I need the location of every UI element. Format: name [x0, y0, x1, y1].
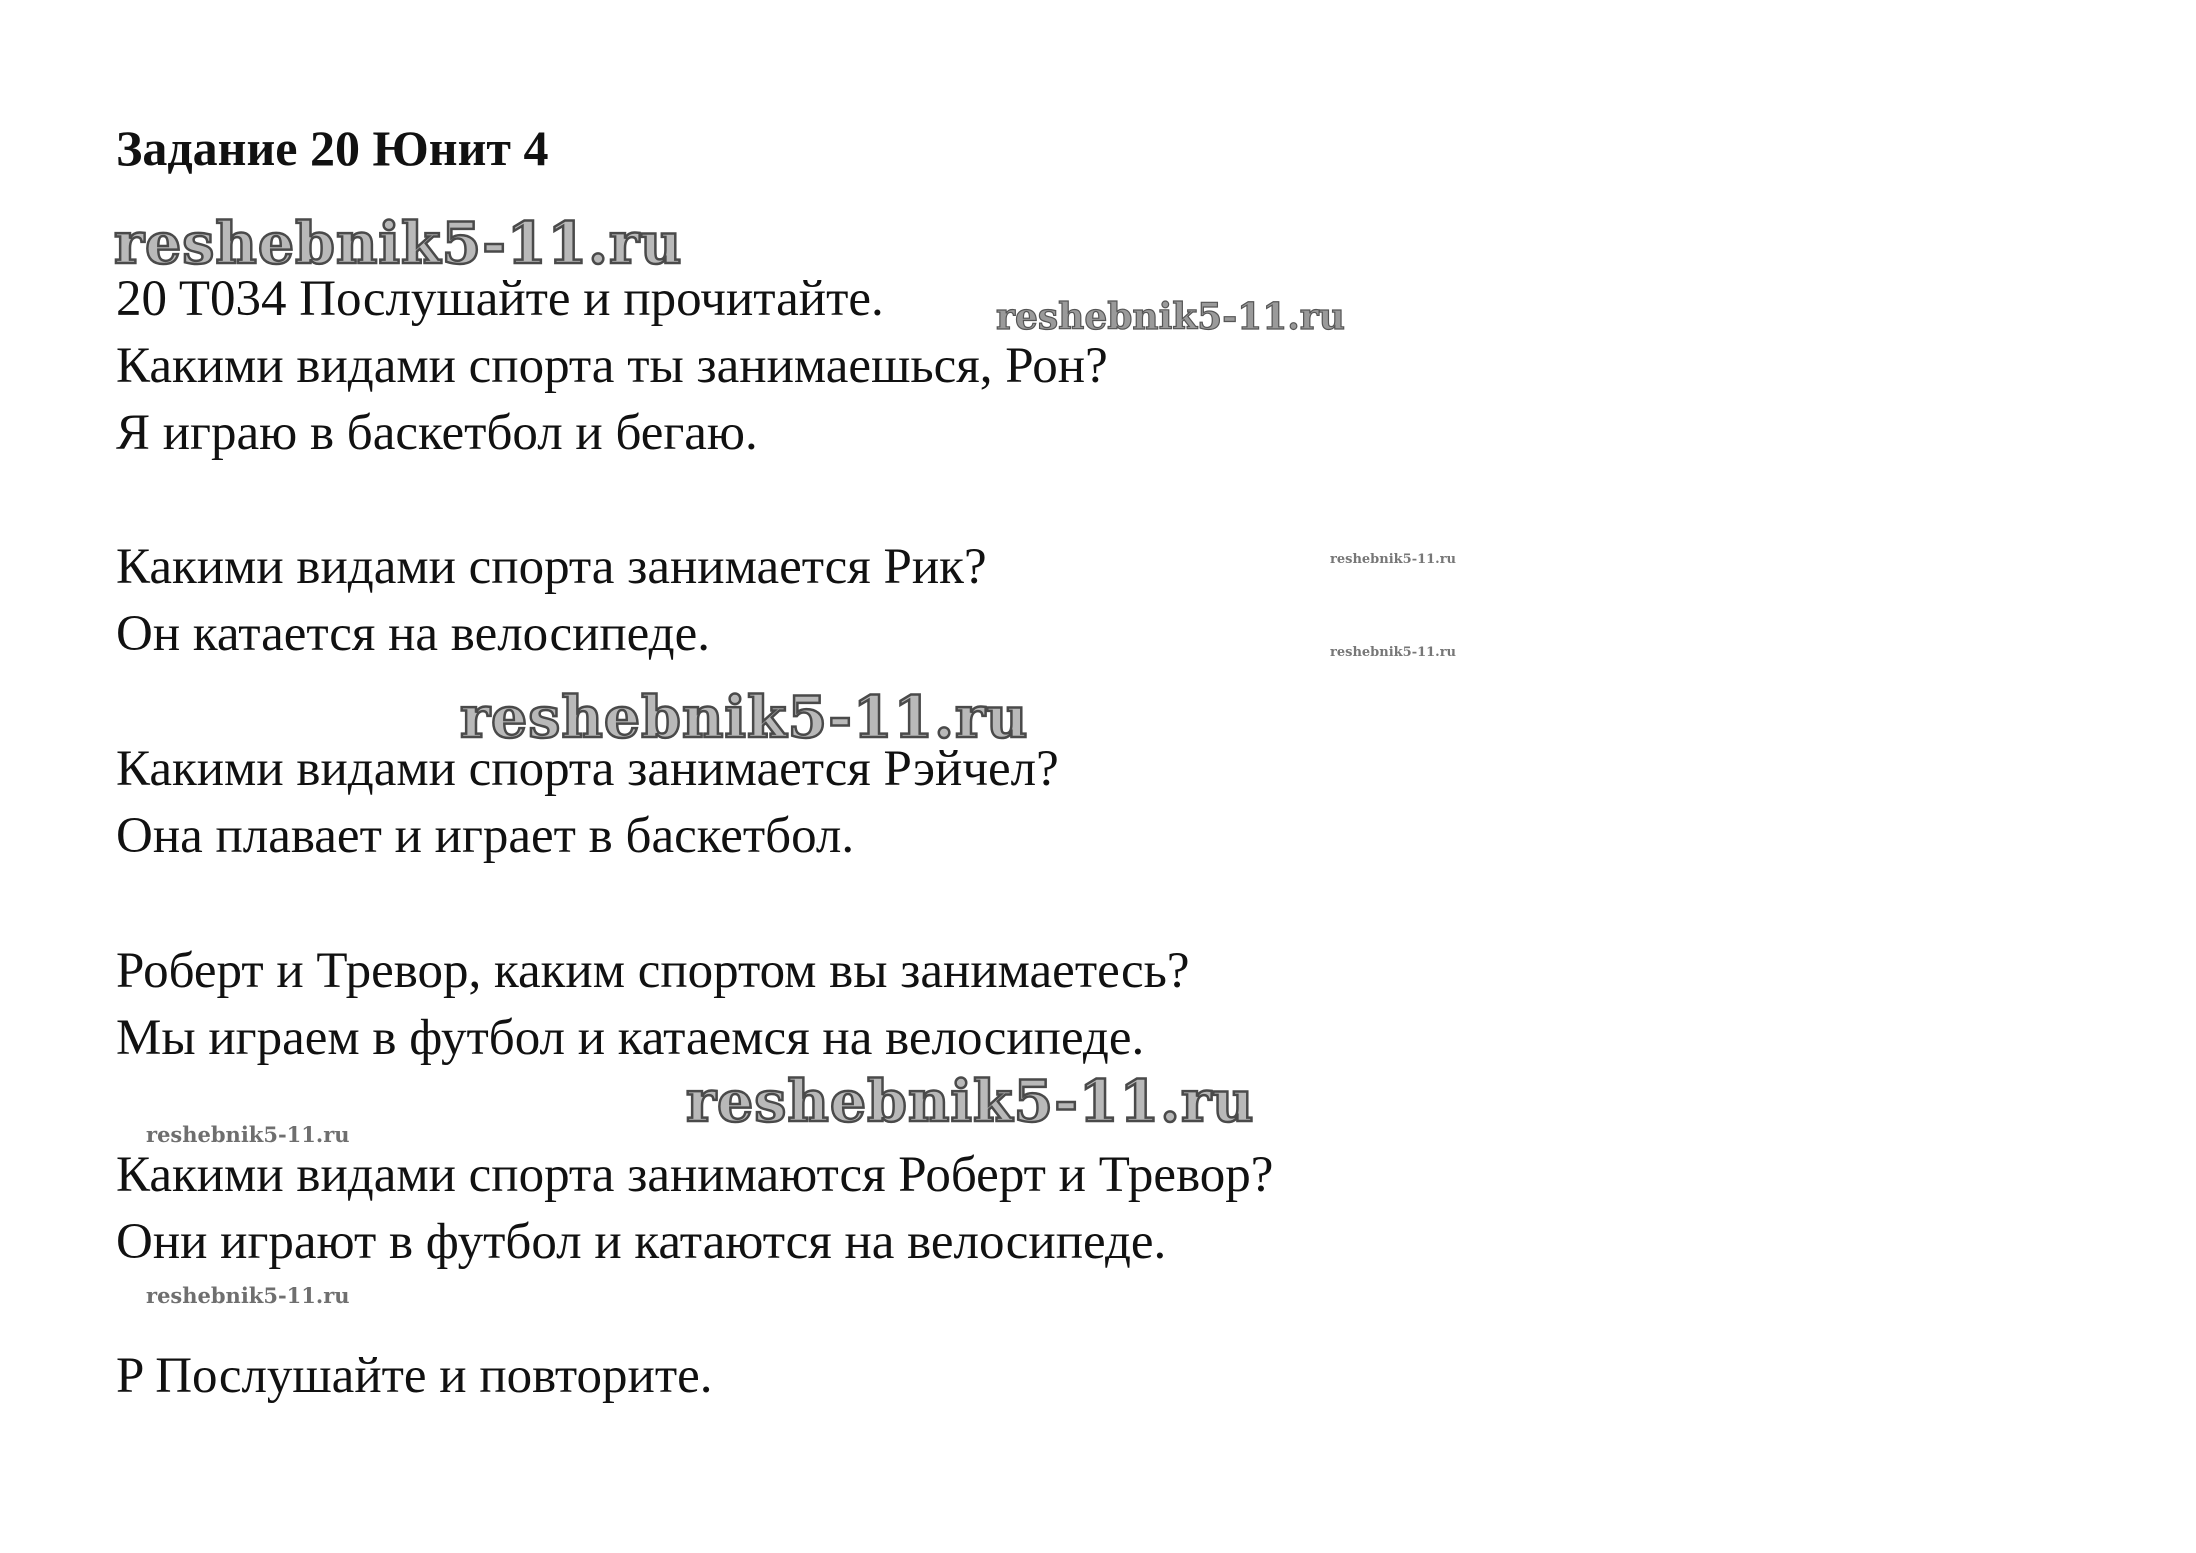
text-line: Какими видами спорта занимается Рик? [116, 539, 987, 595]
page-heading: Задание 20 Юнит 4 [116, 120, 549, 176]
text-line: Какими видами спорта занимаются Роберт и Тревор? [116, 1147, 1274, 1203]
watermark: reshebnik5-11.ru [1330, 552, 1457, 567]
text-line: Я играю в баскетбол и бегаю. [116, 405, 758, 461]
watermark: reshebnik5-11.ru [146, 1122, 350, 1147]
watermark: reshebnik5-11.ru [1330, 645, 1457, 660]
text-line: Какими видами спорта ты занимаешься, Рон? [116, 338, 1108, 394]
text-line: 20 T034 Послушайте и прочитайте. [116, 271, 884, 327]
text-line: Она плавает и играет в баскетбол. [116, 808, 855, 864]
text-line: Роберт и Тревор, каким спортом вы занимаетесь? [116, 943, 1190, 999]
watermark: reshebnik5-11.ru [146, 1283, 350, 1308]
watermark: reshebnik5-11.ru [996, 296, 1345, 338]
watermark: reshebnik5-11.ru [460, 684, 1029, 751]
text-line: Они играют в футбол и катаются на велосипеде. [116, 1214, 1167, 1270]
text-line: Какими видами спорта занимается Рэйчел? [116, 741, 1059, 797]
watermark: reshebnik5-11.ru [114, 210, 683, 277]
text-line: Мы играем в футбол и катаемся на велосипеде. [116, 1010, 1145, 1066]
watermark: reshebnik5-11.ru [686, 1068, 1255, 1135]
text-line: Он катается на велосипеде. [116, 606, 710, 662]
text-line: P Послушайте и повторите. [116, 1348, 713, 1404]
